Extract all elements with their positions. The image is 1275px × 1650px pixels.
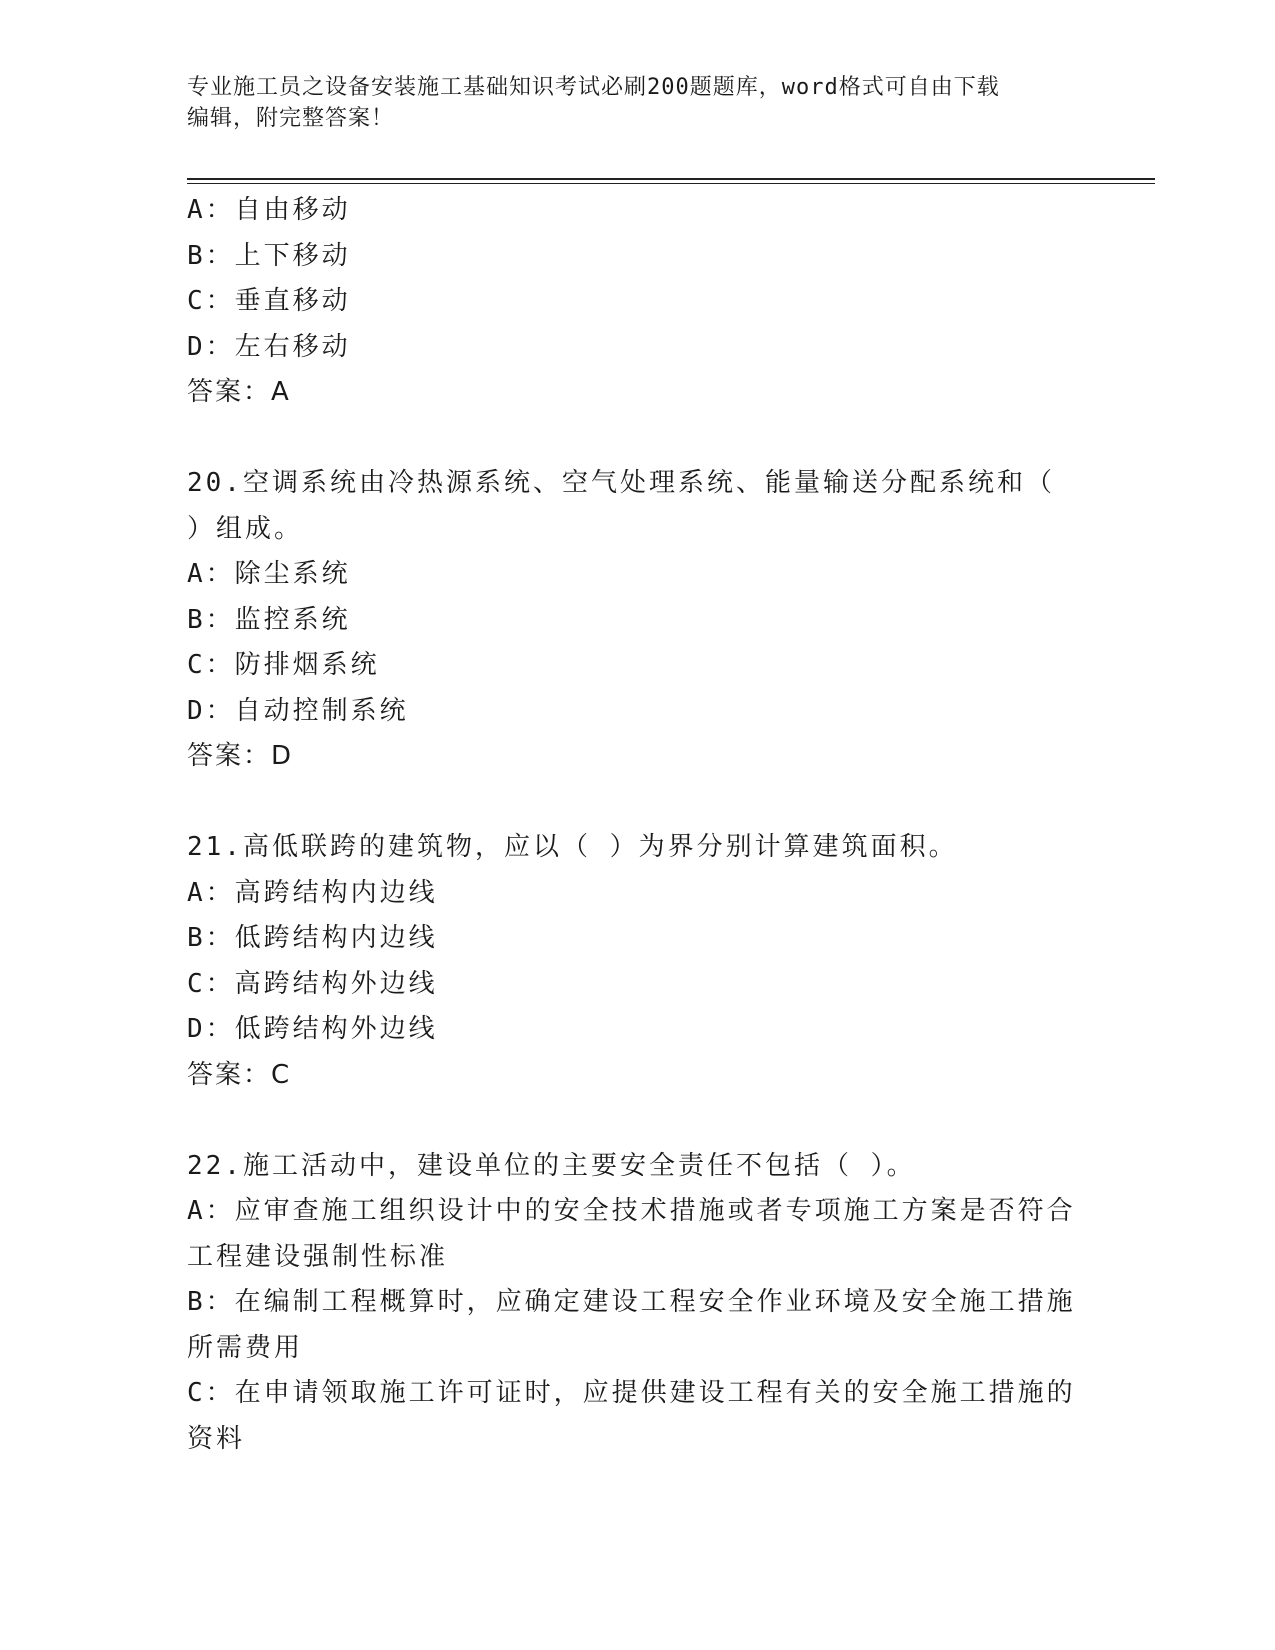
question-20 (187, 461, 1087, 780)
option-b: B：低跨结构内边线 (187, 923, 438, 953)
option-d: D：低跨结构外边线 (187, 1014, 438, 1044)
answer: 答案：C (187, 1059, 292, 1090)
question-21 (187, 825, 1087, 1098)
option-a-line-2: 工程建设强制性标准 (187, 1241, 449, 1272)
question-19-continuation (187, 188, 1087, 416)
option-d: D：自动控制系统 (187, 695, 409, 726)
option-d: D：左右移动 (187, 331, 351, 362)
question-22 (187, 1144, 1087, 1463)
option-c: C：垂直移动 (187, 286, 351, 316)
header-line-1: 专业施工员之设备安装施工基础知识考试必刷200题题库，word格式可自由下载 (187, 75, 1000, 100)
option-a: A：自由移动 (187, 195, 351, 225)
question-stem-line-1: 20.空调系统由冷热源系统、空气处理系统、能量输送分配系统和（ (187, 468, 1055, 498)
option-b-line-2: 所需费用 (187, 1332, 304, 1363)
option-a-line-1: A：应审查施工组织设计中的安全技术措施或者专项施工方案是否符合 (187, 1196, 1076, 1226)
option-a: A：除尘系统 (187, 559, 351, 589)
header-rule-thin (187, 183, 1155, 184)
option-c-line-1: C：在申请领取施工许可证时，应提供建设工程有关的安全施工措施的 (187, 1378, 1076, 1408)
question-stem-line-2: ）组成。 (187, 513, 304, 544)
option-a: A：高跨结构内边线 (187, 877, 438, 908)
question-stem: 21.高低联跨的建筑物，应以（ ）为界分别计算建筑面积。 (187, 832, 958, 862)
question-list (187, 188, 1087, 1462)
header-rule-thick (187, 178, 1155, 180)
answer: 答案：A (187, 377, 291, 407)
option-c: C：高跨结构外边线 (187, 968, 438, 999)
option-b-line-1: B：在编制工程概算时，应确定建设工程安全作业环境及安全施工措施 (187, 1287, 1076, 1317)
option-b: B：监控系统 (187, 604, 351, 635)
option-c-line-2: 资料 (187, 1423, 246, 1454)
answer: 答案：D (187, 741, 294, 771)
question-stem: 22.施工活动中，建设单位的主要安全责任不包括（ ）。 (187, 1150, 916, 1181)
option-c: C：防排烟系统 (187, 650, 380, 680)
header-line-2: 编辑，附完整答案！ (187, 106, 395, 131)
option-b: B：上下移动 (187, 240, 351, 271)
document-header (187, 72, 1067, 134)
